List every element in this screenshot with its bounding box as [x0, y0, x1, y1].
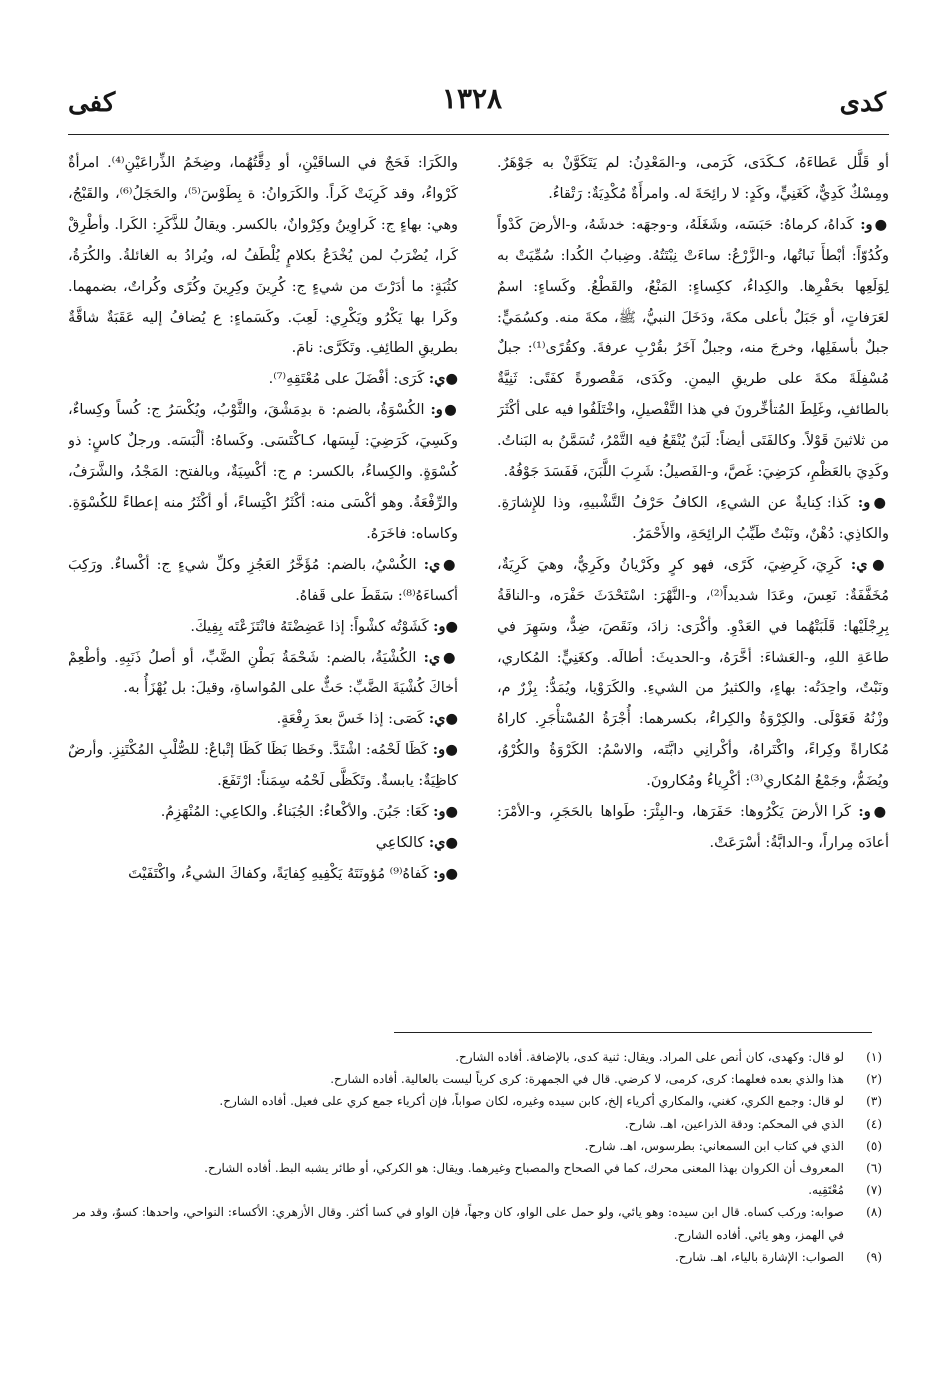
entry-marker: ●ي: [423, 648, 458, 666]
dictionary-entry [497, 210, 889, 488]
entry-text: كَفاهُ⁽⁹⁾ مُؤونَتَهُ يَكْفِيهِ كِفايَةً، وكفاكَ الشيءُ، واكْتَفَيْتَ [128, 865, 429, 882]
footnotes [70, 1046, 882, 1268]
entry-text: كَصَى: إذا خَسَّ بعدَ رِفْعَةٍ. [276, 711, 425, 728]
right-text-column [497, 148, 889, 1018]
footnote-number: (٢) [866, 1072, 882, 1087]
entry-marker: ●ي: [850, 555, 889, 573]
dictionary-entry [497, 797, 889, 859]
page-number: ١٣٢٨ [441, 82, 503, 115]
footnote [70, 1068, 882, 1090]
entry-marker: ●و: [858, 803, 889, 821]
footnote-number: (٦) [866, 1161, 882, 1176]
entry-marker: ●و: [857, 493, 889, 511]
footnote-text: الصواب: الإشارة بالياء، اهـ. شارح. [674, 1249, 844, 1264]
entry-text: كَظَا لَحْمُه: اشْتَدَّ. وخَظا بَظَا كَظَا إتْباعٌ: للصُّلْبِ المُكْتَنِزِ. وأرضٌ كاظِيَةٌ: يابسةٌ. وتَكَظَّى لَحْمُه سِمَناً: ارْتَفَعَ. [68, 742, 458, 790]
dictionary-entry [497, 488, 889, 550]
entry-marker: ●و: [433, 803, 458, 821]
entry-text: كَرِيَ، كَرِضِيَ، كَرًى، فهو كرٍ وكَرْيانُ وكَرِيٌّ، وهيَ كَرِيَةٌ، مُخَفَّفَةٌ: نَعِسَ، وعَدَا شديداً⁽²⁾، و-النَّهْرَ: اسْتَحْدَثَ حَفْرَه، و-الناقَةُ بِرِجْلَيْها: قَلَبَتْهُما في العَدْوِ. وأكْرَى: زادَ، ونَقَصَ، ضِدٌّ، وسَهِرَ في طاعَةِ اللهِ، و-العَشاءَ: أخَّرَهُ، و-الحديثَ: أطالَه. وكغَنِيٍّ: المُكاري، ونَبْتٌ، واحِدَتُه: بهاءٍ، والكثيرُ من الشيءِ. والكَرَوْيا، ويُمَدُّ: بِزْرٌ م، وزْنُهُ فَعَوْلَى. والكِرْوَةُ والكِراءُ، بكسرهما: أُجْرَةُ المُسْتأْجَرِ. كاراهُ مُكاراةً وكِراءً، واكْتَراهُ، وأكْرانِي دابَّتَه، والاسْمُ: الكَرْوَةُ والكُرْوُ، ويُضَمُّ، وجَمْعُ المُكاري⁽³⁾: أكْرِياءُ ومُكارونَ. [497, 556, 889, 790]
footnote-text: صوابه: وركب كساه. قال ابن سيده: وهو يائي، ولو حمل على الواو، كان وجهاً، فإن الواو في كسا أكثر. وقال الأزهري: الأكساء: النواحي، واحدها: كسوٌ، وقد مر في الهمز، وهو يائي. أفاده الشارح. [73, 1205, 844, 1242]
dictionary-entry [68, 828, 458, 859]
entry-text: كَذا: كِنايةٌ عن الشيءِ، الكافُ حَرْفُ التَّشْبيهِ، وذا للإِشارَةِ. والكاذِي: دُهْنٌ، ونَبْتٌ طَيِّبُ الرائِحَةِ، والأَحْمَرُ. [497, 494, 889, 542]
footnote [70, 1090, 882, 1112]
entry-marker: ●و: [430, 401, 458, 419]
left-text-column [68, 148, 458, 1018]
entry-marker: ●ي: [423, 555, 458, 573]
dictionary-entry [68, 364, 458, 395]
footnote-text: الذي في المحكم: ودقة الذراعين، اهـ. شارح. [624, 1116, 844, 1131]
footnote-number: (٧) [866, 1183, 882, 1198]
entry-text: كَشَوْتُه كشْواً: إذا عَضِضْتَهُ فانْتَزَعْتَه بِفِيكَ. [190, 618, 429, 635]
entry-marker: ●ي: [428, 710, 458, 728]
dictionary-entry [68, 643, 458, 705]
footnote [70, 1135, 882, 1157]
footnote [70, 1157, 882, 1179]
entry-text: كالكاعِي [375, 834, 425, 851]
entry-text: كَرا الأرضَ يَكْرُوها: حَفَرَها، و-البِئْرَ: طَواها بالحَجَرِ، و-الأمْرَ: أعادَه مِراراً، و-الدابَّةُ: أسْرَعَتْ. [497, 804, 889, 851]
entry-marker: ●و: [433, 617, 458, 635]
dictionary-entry [497, 148, 889, 210]
entry-text: كَعَا: جَبُنَ. والأكْعاءُ: الجُبَناءُ. والكاعِي: المُنْهَزِمُ. [160, 804, 429, 821]
dictionary-entry [68, 704, 458, 735]
entry-marker: ●ي: [428, 370, 458, 388]
footnote [70, 1179, 882, 1201]
footnote-number: (٣) [866, 1094, 882, 1109]
entry-text: كَداهُ، كرماهُ: حَبَسَه، وشَغَلَهُ، و-وجهَه: خدشَهُ، و-الأرضَ كَدْواً وكُدُوّاً: أبْطأَ نَباتُها، و-الزَّرْعُ: ساءَتْ نِبْتَتُهُ. وضِبابُ الكُدا: سُمِّيَتْ به لِوَلَعِها بحَفْرِها. والكِداءُ، ككِساءٍ: المَنْعُ، والقَطْعُ. وكَساءٍ: اسمٌ لعَرَفاتٍ، أو جَبَلٌ بأعلى مكةَ، ودَخَلَ النبيُّ، ﷺ، مكةَ منه. وكسُمَيٍّ: جبلٌ بأسفَلِها، وخرجَ منه، وجبلٌ آخَرُ بقُرْبِ عرفةَ. وكقُرًى⁽¹⁾: جبلٌ مُسْفِلَةَ مكةَ على طريقِ اليمنِ. وكَدَى، مَقْصورةً كفَتًى: ثَنِيَّةٌ بالطائفِ، وغَلِطَ المُتأخِّرونَ في هذا التَّفْصيلِ، واخْتَلَفُوا فيه على أكْثَرَ من ثلاثينَ قَوْلاً. وكالفَتَى أيضاً: لَبَنٌ يُنْقَعُ فيه التَّمْرُ، تُسَمَّنُ به البَناتُ. وكَدِيَ بالعَظْمِ، كرَضِيَ: غَصَّ، و-الفَصيلُ: شَرِبَ اللَّبَنَ، فَفَسَدَ جَوْفُهُ. [497, 216, 889, 481]
footnote-text: الذي في كتاب ابن السمعاني: بطرسوس، اهـ. شارح. [584, 1138, 844, 1153]
footnote-number: (١) [866, 1050, 882, 1064]
footnote-text: مُعْتَقِيه. [808, 1183, 844, 1198]
entry-text: الكُسْيُ، بالضم: مُؤَخَّرُ العَجُزِ وكلِّ شيءٍ ج: أكْساءٌ. ورَكِبَ أكساءَهُ⁽⁸⁾: سَقَطَ على قَفاهُ. [68, 556, 458, 604]
footnote-text: هذا والذي بعده فعلهما: كرى، كرمى، لا كرضي. قال في الجمهرة: كرى كرياً ليست بالعالية. أفاده الشارح. [330, 1072, 844, 1087]
footnote-text: المعروف أن الكروان بهذا المعنى محرك، كما في الصحاح والمصباح وغيرهما. ويقال: هو الكركي، أو طائر يشبه البط. أفاده الشارح. [204, 1161, 844, 1176]
dictionary-entry [68, 148, 458, 364]
dictionary-entry [68, 797, 458, 828]
dictionary-entry [68, 859, 458, 890]
footnote [70, 1246, 882, 1268]
entry-marker: ●و: [432, 741, 458, 759]
footnote-number: (٩) [866, 1249, 882, 1264]
footnote [70, 1201, 882, 1245]
footnote [70, 1046, 882, 1068]
footnote-rule [394, 1032, 872, 1033]
header-left-keyword: كفى [68, 88, 116, 118]
header-rule [68, 134, 889, 135]
entry-marker: ●و: [433, 864, 458, 882]
entry-text: الكُسْوَةُ، بالضم: ة بدِمَشْقَ، والثَّوْبُ، ويُكْسَرُ ج: كُساً وكِساءٌ، وكَسِيَ، كَرَضِيَ: لَبِسَها، كـاكْتَسَى. وكَساهُ: ألْبَسَه. ورجلٌ كاسٍ: ذو كُسْوَةٍ. والكِساءُ، بالكسر: م ج: أكْسِيَةٌ، وبالفتح: المَجْدُ، والشَّرَفُ، والرِّفْعَةُ. وهو أكْسَى منه: أكْثَرُ اكْتِساءً، أو أكْثَرُ منه إعطاءً للكُسْوَةِ. وكاساه: فاخَرَهُ. [68, 402, 458, 542]
header-right-keyword: كدى [839, 88, 886, 118]
entry-text: أو قَلَّل عَطاءَهُ، كـكَدَى، كَرَمى، و-المَعْدِنُ: لم يَتَكَوَّنْ به جَوْهَرٌ. ومِسْكٌ كَدِيٌّ، كَغَنِيٍّ، وكَدٍ: لا رائِحَةَ له. وامرأَةٌ مُكْدِيَةٌ: رَتْقاءُ. [497, 155, 889, 202]
entry-text: كَرَى: أفْضَلَ على مُعْتَقِهِ⁽⁷⁾. [268, 371, 425, 388]
dictionary-entry [68, 735, 458, 797]
entry-marker: ●و: [860, 215, 889, 233]
dictionary-entry [68, 612, 458, 643]
footnote-text: لو قال: وكهدى، كان أنص على المراد. ويقال: ثنية كدى، بالإضافة. أفاده الشارح. [455, 1050, 844, 1064]
entry-text: والكَرَا: فَحَجٌ في الساقَيْنِ، أو دِقَّتُهُما، وضِخَمُ الذِّراعَيْنِ⁽⁴⁾. امرأةٌ كَرْواءُ، وقد كَرِيَتْ كَراً. والكَرَوانُ: ة بِطَوْسَ⁽⁵⁾، والحَجَلُ⁽⁶⁾، والقَبْجُ، وهي: بهاءٍ ج: كَراوِينُ وكِرْوانٌ، بالكسر. ويقالُ للذَّكَرِ: الكَرا. وأطْرِقْ كَرا، يُضْرَبُ لمن يُخْدَعُ بكلامٍ يُلْطَفُ له، ويُرادُ به الغائلةُ. والكُرَةُ، كثُبَةٍ: ما أدَرْتَ من شيءٍ ج: كُرِينَ وكِرِينَ وكُرًى وكُراتٌ، بضمهما. وكَرا بها يَكْرُو ويَكْرِي: لَعِبَ. وكَسَماءٍ: ع يُضافُ إليه عَقَبَةٌ شاقَّةٌ بطريقِ الطائِفِ. وتَكَرَّى: نامَ. [68, 155, 458, 357]
footnote-number: (٤) [866, 1116, 882, 1131]
entry-text: الكُشْيَةُ، بالضم: شَحْمَةُ بَطْنِ الضَّبِّ، أو أصلُ ذَنَبِهِ. وأطْعِمْ أخاكَ كُشْيَةَ الضَّبِّ: حَثٌّ على المُواساةِ، وقيلَ: بل يُهْزَأُ به. [68, 649, 458, 697]
entry-marker: ●ي: [428, 833, 458, 851]
dictionary-entry [68, 395, 458, 550]
dictionary-entry [497, 550, 889, 797]
footnote-number: (٥) [866, 1138, 882, 1153]
footnote [70, 1113, 882, 1135]
footnote-number: (٨) [866, 1205, 882, 1220]
footnote-text: لو قال: وجمع الكري، كغني، والمكاري أكرياء إلخ، كابن سيده وغيره، لكان صواباً، فإن أكرياء جمع كري على فعيل. أفاده الشارح. [219, 1094, 844, 1109]
dictionary-entry [68, 550, 458, 612]
